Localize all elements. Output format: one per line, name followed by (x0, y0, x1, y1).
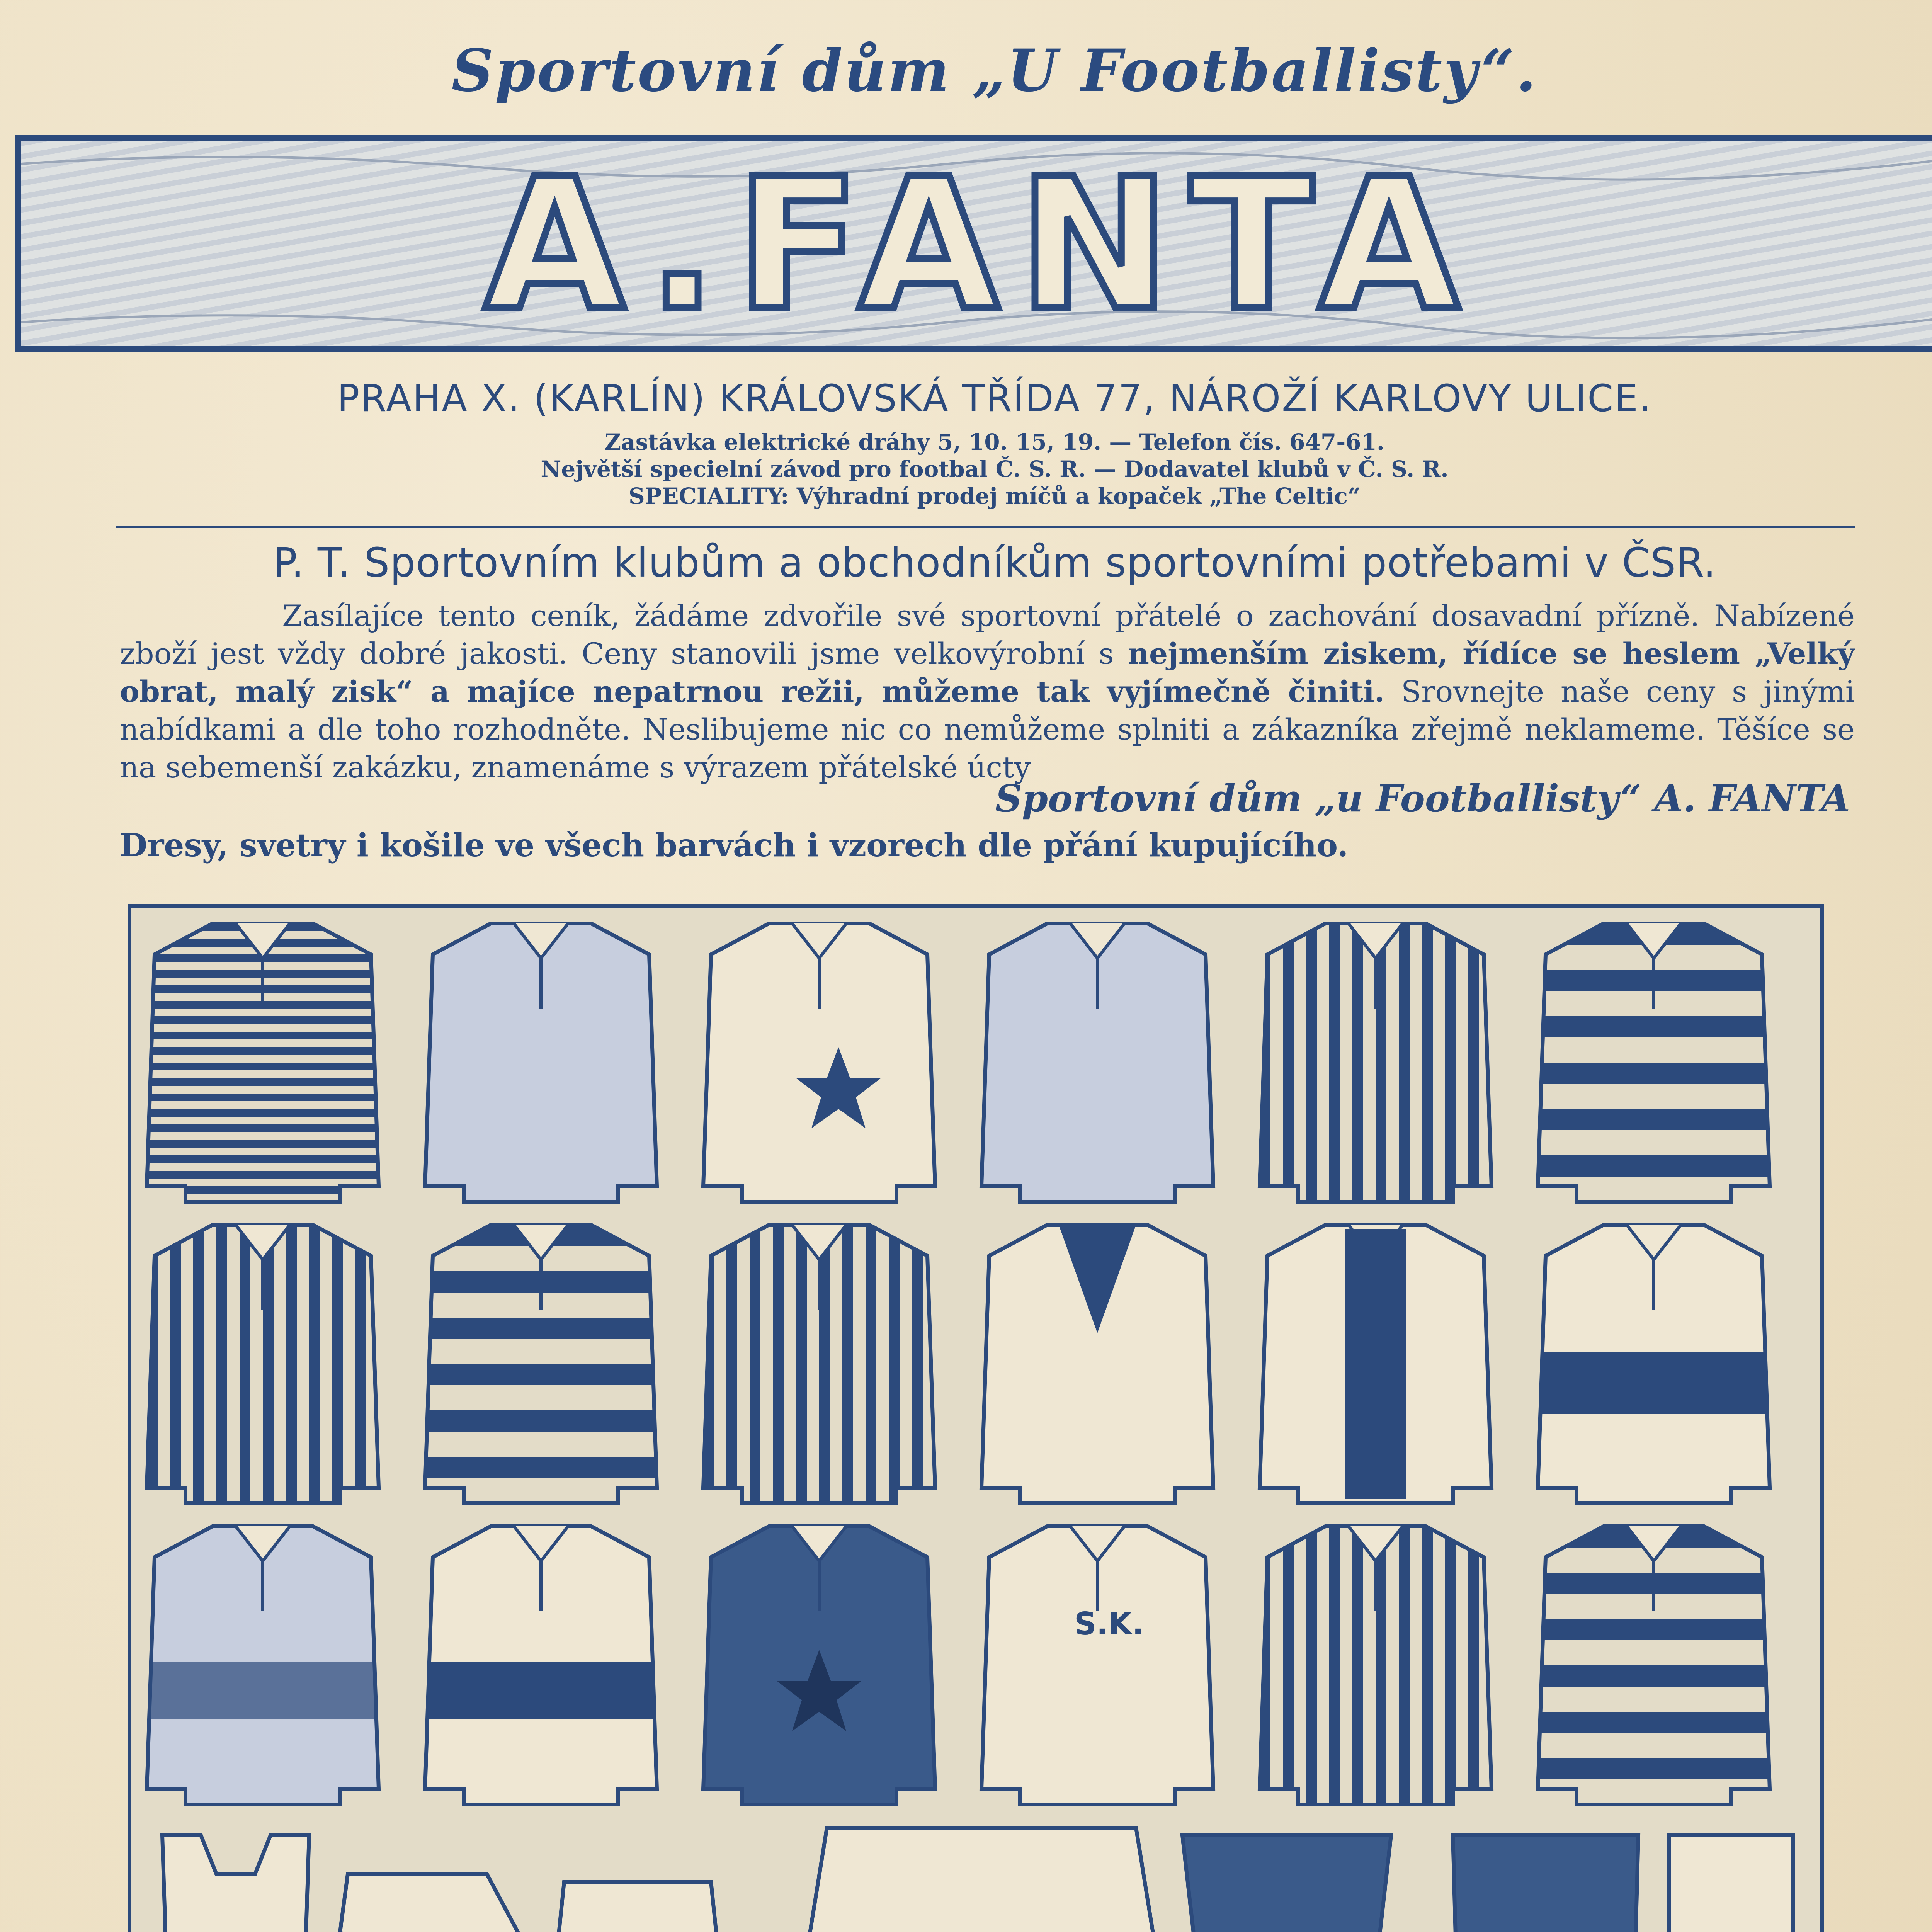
address-line: PRAHA X. (KARLÍN) KRÁLOVSKÁ TŘÍDA 77, NÁROŽÍ KARLOVY ULICE. (337, 377, 1652, 420)
top-title: Sportovní dům „U Footballisty“. (451, 37, 1538, 105)
intro-text-bold: nejmenším ziskem, řídíce se heslem „Velký obrat, malý zisk“ a majíce nepatrnou režii, můžeme tak vyjímečně činiti. (120, 636, 1855, 709)
jerseys-note: Dresy, svetry i košile ve všech barvách i vzorech dle přání kupujícího. (120, 827, 1349, 864)
divider-rule (116, 526, 1855, 528)
sports-goods-illustration (128, 904, 1824, 1932)
jersey-row-1 (147, 923, 1770, 1202)
intro-paragraph (120, 597, 1855, 786)
specialities-line: SPECIALITY: Výhradní prodej míčů a kopaček „The Celtic“ (628, 483, 1361, 509)
logo-banner (15, 135, 1932, 352)
jersey-row-3 (147, 1526, 1770, 1804)
illustration-drawing (131, 908, 1820, 1932)
intro-text-part1: Zasílajíce tento ceník, žádáme zdvořile své sportovní přátelé o zachování dosavadní přízně. Nabízené zboží jest vždy dobré jakosti. Ceny stanovili jsme velkovýrobní s (120, 599, 1855, 671)
underwear-row (162, 1828, 1793, 1932)
signature: Sportovní dům „u Footballisty“ A. FANTA (995, 777, 1850, 820)
intro-text-part2: Srovnejte naše ceny s jinými nabídkami a dle toho rozhodněte. Neslibujeme nic co nemůžeme splniti a zákazníka zřejmě neklameme. Těšíce se na sebemenší zakázku, znamenáme s výrazem přátelské úcty (120, 674, 1855, 784)
logo-text: A.FANTA (484, 139, 1479, 350)
intro-heading: P. T. Sportovním klubům a obchodníkům sportovními potřebami v ČSR. (273, 539, 1716, 586)
tram-phone-line: Zastávka elektrické dráhy 5, 10. 15, 19. — Telefon čís. 647-61. (604, 429, 1385, 455)
sweater-letters: S.K. (1074, 1606, 1144, 1642)
jersey-row-2 (147, 1225, 1770, 1503)
specialty-shop-line: Největší specielní závod pro footbal Č. S. R. — Dodavatel klubů v Č. S. R. (541, 456, 1449, 482)
